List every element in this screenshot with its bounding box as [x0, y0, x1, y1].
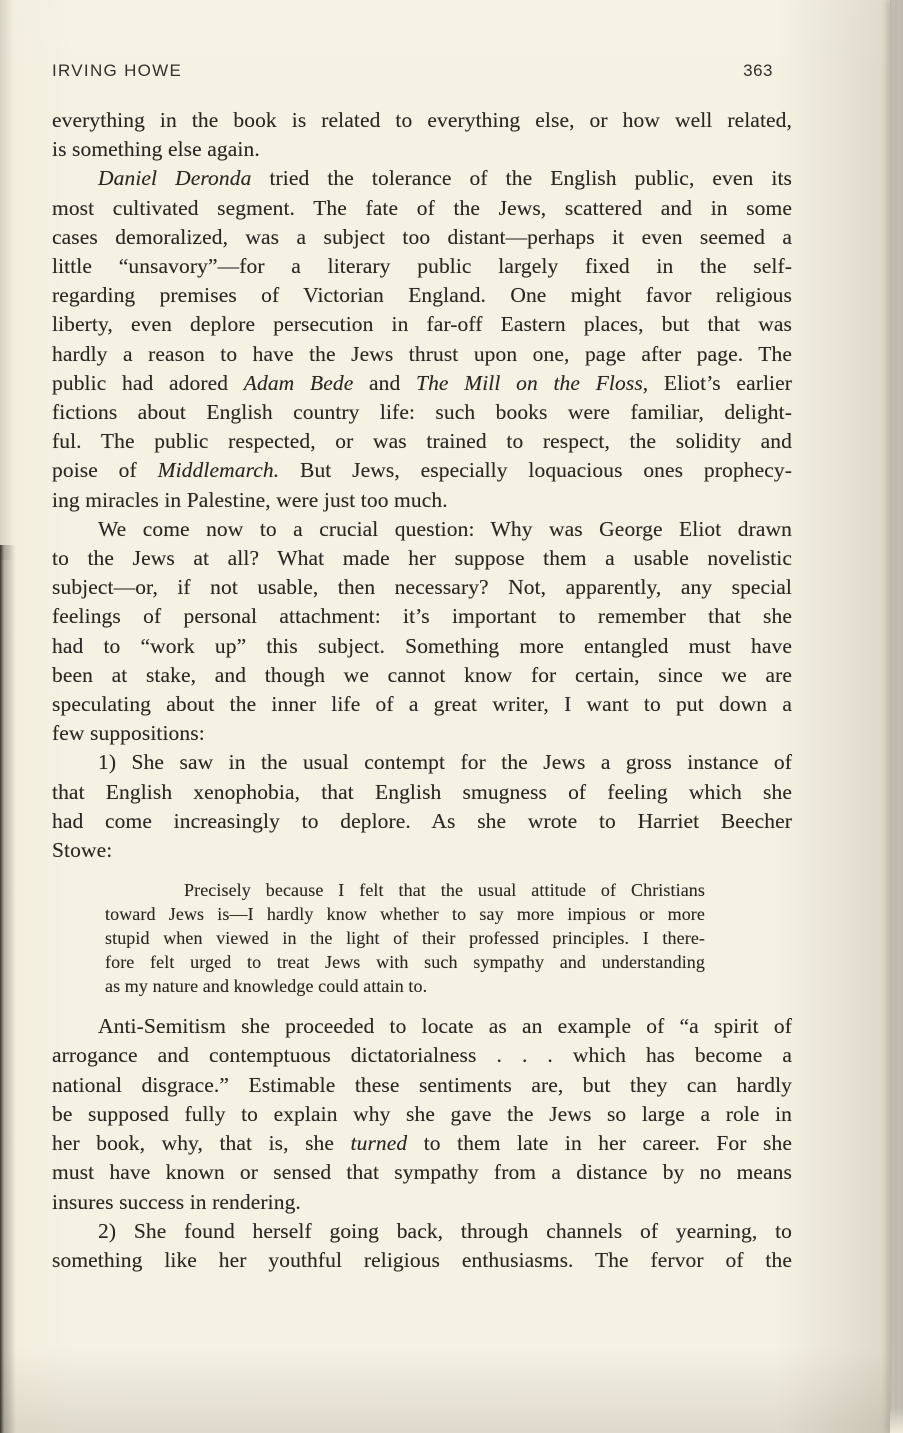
text-segment: everything in the book is related to everything else, or how well related, [52, 108, 792, 132]
text-line [52, 1012, 792, 1041]
text-segment: poise of [52, 458, 158, 483]
text-segment: national disgrace.” Estimable these sentiments are, but they can hardly [52, 1072, 792, 1097]
text-segment: few suppositions: [52, 721, 205, 746]
page-edge-strip-fade [890, 1407, 903, 1433]
italic-text: Middlemarch. [157, 458, 280, 483]
text-line [105, 974, 705, 998]
text-line [52, 427, 792, 456]
text-segment: and [353, 370, 417, 395]
text-segment: that English xenophobia, that English smugness of feeling which she [52, 779, 792, 804]
text-segment: must have known or sensed that sympathy from a distance by no means [52, 1160, 792, 1185]
text-segment: Eliot’s earlier [648, 370, 793, 395]
text-segment: 1) She saw in the usual contempt for the Jews a gross instance of [98, 750, 792, 775]
text-line [52, 1129, 792, 1158]
text-line [52, 281, 792, 310]
text-line [52, 486, 792, 515]
text-line [52, 719, 792, 748]
running-header [52, 61, 773, 81]
block-quote [105, 878, 705, 998]
text-line [52, 836, 792, 865]
paragraph [52, 515, 792, 749]
text-line [52, 164, 792, 193]
page-edge-shadow-left [0, 545, 16, 1433]
text-segment: to the Jews at all? What made her suppose them a usable novelistic [52, 546, 792, 571]
text-segment: feelings of personal attachment: it’s important to remember that she [52, 604, 792, 629]
text-segment: most cultivated segment. The fate of the Jews, scattered and in some [52, 195, 792, 220]
text-line [52, 1041, 792, 1070]
text-segment: little “unsavory”—for a literary public largely fixed in the self- [52, 254, 792, 279]
text-line [52, 1217, 792, 1246]
text-segment: arrogance and contemptuous dictatorialness . . . which has become a [52, 1043, 792, 1068]
text-line [52, 544, 792, 573]
text-segment: public had adored [52, 370, 244, 395]
text-segment: as my nature and knowledge could attain to. [105, 976, 428, 997]
paragraph [52, 1012, 792, 1216]
italic-text: turned [350, 1131, 408, 1156]
text-line [52, 106, 792, 135]
text-line [52, 515, 792, 544]
text-line [52, 1188, 792, 1217]
text-line [105, 902, 705, 926]
text-segment: hardly a reason to have the Jews thrust upon one, page after page. The [52, 341, 792, 366]
page-number: 363 [743, 61, 773, 80]
page-edge-shadow-left-top [0, 0, 14, 560]
text-line [52, 661, 792, 690]
italic-text: Daniel Deronda [98, 166, 252, 191]
text-segment: her book, why, that is, she [52, 1131, 351, 1156]
text-segment: ful. The public respected, or was trained to respect, the solidity and [52, 429, 792, 454]
paragraph [52, 748, 792, 865]
text-line [52, 1100, 792, 1129]
text-line [52, 690, 792, 719]
text-line [105, 926, 705, 950]
text-line [52, 1071, 792, 1100]
text-segment: be supposed fully to explain why she gave the Jews so large a role in [52, 1101, 792, 1126]
text-line [52, 1246, 792, 1275]
text-line [52, 310, 792, 339]
text-line [105, 950, 705, 974]
italic-text: The Mill on the Floss, [416, 370, 649, 395]
text-segment: subject—or, if not usable, then necessary? Not, apparently, any special [52, 575, 792, 600]
text-line [52, 456, 792, 485]
text-segment: stupid when viewed in the light of their professed principles. I there- [105, 928, 705, 949]
text-segment: liberty, even deplore persecution in far-off Eastern places, but that was [52, 312, 792, 337]
text-segment: been at stake, and though we cannot know for certain, since we are [52, 662, 792, 687]
text-segment: Anti-Semitism she proceeded to locate as an example of “a spirit of [98, 1014, 792, 1039]
text-segment: to them late in her career. For she [407, 1131, 792, 1156]
text-line [52, 632, 792, 661]
text-segment: tried the tolerance of the English public, even its [251, 166, 792, 191]
text-segment: had to “work up” this subject. Something more entangled must have [52, 633, 792, 658]
text-line [105, 878, 705, 902]
text-segment: fore felt urged to treat Jews with such sympathy and understanding [105, 952, 705, 973]
text-segment: Stowe: [52, 838, 113, 863]
text-segment: Precisely because I felt that the usual attitude of Christians [184, 880, 705, 901]
paragraph [52, 1217, 792, 1275]
italic-text: Adam Bede [243, 370, 354, 395]
text-line [52, 573, 792, 602]
text-line [52, 194, 792, 223]
text-line [52, 252, 792, 281]
text-line [52, 398, 792, 427]
running-header-author: IRVING HOWE [52, 61, 183, 80]
text-line [52, 748, 792, 777]
text-segment: cases demoralized, was a subject too distant—perhaps it even seemed a [52, 224, 792, 249]
paragraph [52, 106, 792, 164]
text-segment: We come now to a crucial question: Why was George Eliot drawn [98, 516, 792, 541]
paragraph [52, 164, 792, 514]
text-segment: regarding premises of Victorian England. One might favor religious [52, 283, 792, 308]
text-segment: is something else again. [52, 137, 260, 162]
text-segment: ing miracles in Palestine, were just too much. [52, 487, 448, 512]
text-line [52, 340, 792, 369]
text-segment: toward Jews is—I hardly know whether to say more impious or more [105, 904, 705, 925]
text-line [52, 135, 792, 164]
text-segment: insures success in rendering. [52, 1189, 301, 1214]
text-segment: speculating about the inner life of a great writer, I want to put down a [52, 692, 792, 717]
text-line [52, 369, 792, 398]
page-edge-strip-right [890, 0, 903, 1433]
text-segment: something like her youthful religious enthusiasms. The fervor of the [52, 1247, 792, 1272]
text-line [52, 223, 792, 252]
text-segment: fictions about English country life: such books were familiar, delight- [52, 400, 792, 425]
text-column [52, 106, 792, 1275]
text-segment: But Jews, especially loquacious ones prophecy- [279, 458, 792, 483]
text-line [52, 602, 792, 631]
text-line [52, 807, 792, 836]
text-line [52, 1158, 792, 1187]
text-segment: had come increasingly to deplore. As she wrote to Harriet Beecher [52, 808, 792, 833]
text-line [52, 778, 792, 807]
text-segment: 2) She found herself going back, through channels of yearning, to [98, 1218, 792, 1243]
